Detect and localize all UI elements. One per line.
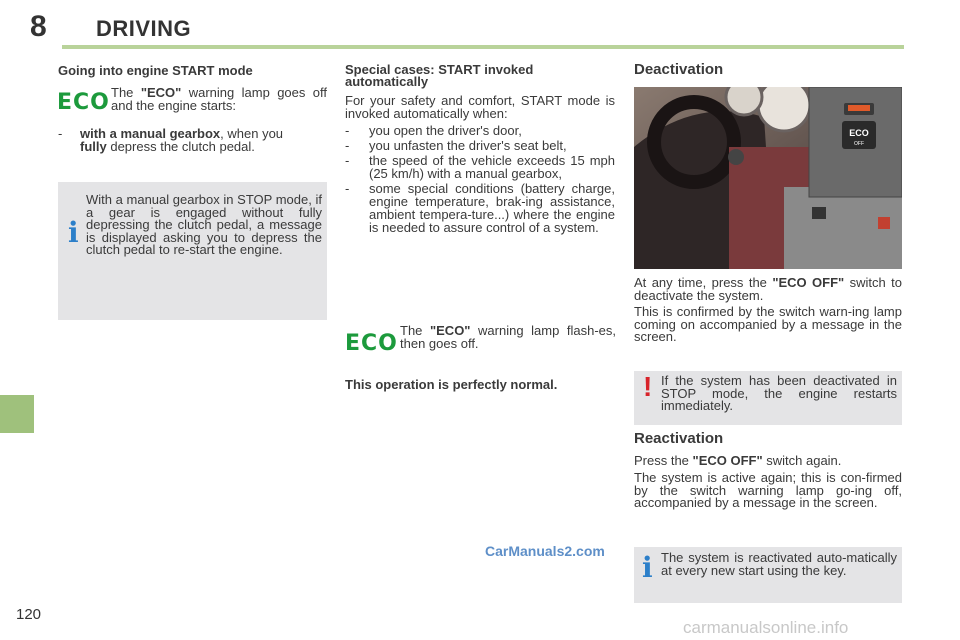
special-cases-heading: Special cases: START invoked automatically bbox=[345, 62, 534, 89]
warning-text: If the system has been deactivated in STOP mode, the engine restarts immediately. bbox=[661, 373, 897, 413]
photo-eco-label: ECO bbox=[849, 128, 869, 138]
list-item: - some special conditions (battery charge, engine temperature, brak-ing assistance, ambient tempera-ture...) where the engine is needed to assure control of a system. bbox=[345, 181, 615, 235]
header-rule bbox=[62, 45, 904, 49]
info-icon: i bbox=[68, 216, 79, 249]
eco-lamp-text: The "ECO" warning lamp goes off and the engine starts: bbox=[111, 85, 328, 113]
photo-off-label: OFF bbox=[854, 141, 864, 147]
list-item: - the speed of the vehicle exceeds 15 mph (25 km/h) with a manual gearbox, bbox=[345, 153, 615, 181]
special-cases-list bbox=[345, 124, 615, 236]
dashboard-photo bbox=[634, 87, 902, 269]
dashboard-illustration bbox=[634, 87, 902, 269]
warning-box bbox=[634, 371, 902, 425]
going-into-start-heading: Going into engine START mode bbox=[58, 63, 253, 78]
deactivation-text: At any time, press the "ECO OFF" switch to deactivate the system. bbox=[634, 275, 902, 303]
info-text: With a manual gearbox in STOP mode, if a gear is engaged without fully depressing the clutch pedal, a message is displayed asking you to depress the clutch pedal to re-start the engine. bbox=[86, 192, 322, 257]
info-text: The system is reactivated auto-matically at every new start using the key. bbox=[661, 550, 897, 578]
list-item: - you open the driver's door, bbox=[345, 123, 522, 138]
manual-gearbox-item: - with a manual gearbox, when you fully depress the clutch pedal. bbox=[58, 126, 284, 154]
eco-warning-icon: ECO bbox=[57, 90, 110, 115]
special-cases-intro: For your safety and comfort, START mode is invoked automatically when: bbox=[345, 93, 615, 121]
list-item: - you unfasten the driver's seat belt, bbox=[345, 138, 567, 153]
chapter-title: DRIVING bbox=[96, 16, 192, 41]
info-box-reactivation bbox=[634, 547, 902, 603]
eco-flash-icon: ECO bbox=[345, 331, 398, 356]
eco-flash-text: The "ECO" warning lamp flash-es, then goes off. bbox=[400, 323, 616, 351]
warning-icon: ! bbox=[643, 371, 653, 402]
reactivation-confirm: The system is active again; this is con-firmed by the switch warning lamp go-ing off, accompanied by a message in the screen. bbox=[634, 470, 902, 510]
chapter-number: 8 bbox=[30, 10, 47, 43]
deactivation-confirm: This is confirmed by the switch warn-ing lamp coming on accompanied by a message in the screen. bbox=[634, 304, 902, 344]
reactivation-heading: Reactivation bbox=[634, 430, 724, 447]
operation-normal-note: This operation is perfectly normal. bbox=[345, 377, 558, 392]
info-icon: i bbox=[642, 551, 653, 584]
deactivation-heading: Deactivation bbox=[634, 61, 724, 78]
reactivation-text: Press the "ECO OFF" switch again. bbox=[634, 453, 842, 468]
footer-watermark: carmanualsonline.info bbox=[683, 618, 849, 637]
page-number: 120 bbox=[16, 606, 42, 623]
info-box-manual-gearbox bbox=[58, 182, 327, 320]
watermark: CarManuals2.com bbox=[485, 543, 605, 559]
chapter-side-tab bbox=[0, 395, 34, 433]
